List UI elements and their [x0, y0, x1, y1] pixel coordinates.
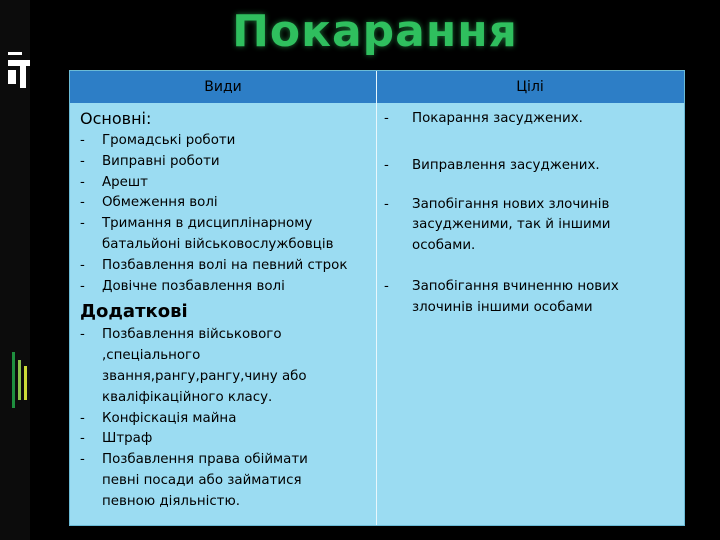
decorative-bars-bottom: [12, 352, 32, 412]
extra-heading: Додаткові: [80, 301, 188, 323]
list-item: - Позбавлення військового ,спеціального звання,рангу,рангу,чину або кваліфікаційного класу.: [80, 325, 330, 408]
list-item: - Довічне позбавлення волі: [80, 277, 372, 298]
list-item: - Конфіскація майна: [80, 409, 330, 430]
list-item: - Штраф: [80, 429, 330, 450]
types-column: [80, 107, 372, 513]
list-item: - Запобігання нових злочинів засудженими, так й іншими особами.: [384, 195, 642, 257]
list-item: - Тримання в дисциплінарному батальйоні військовослужбовців: [80, 214, 372, 256]
main-list: [80, 131, 372, 297]
header-types: Види: [204, 79, 242, 95]
list-item: - Покарання засуджених.: [384, 109, 680, 130]
extra-list: [80, 325, 330, 512]
list-item: - Запобігання вчиненню нових злочинів іншими особами: [384, 277, 652, 319]
list-item: - Виправлення засуджених.: [384, 156, 680, 177]
list-item: - Громадські роботи: [80, 131, 372, 152]
goals-list: [384, 109, 680, 319]
column-divider: [376, 71, 377, 525]
main-heading: Основні:: [80, 109, 152, 128]
punishment-table: [69, 70, 685, 526]
list-item: - Арешт: [80, 173, 372, 194]
slide-title: Покарання: [232, 6, 518, 57]
list-item: - Виправні роботи: [80, 152, 372, 173]
goals-column: [384, 107, 680, 319]
list-item: - Позбавлення права обіймати певні посади або займатися певною діяльністю.: [80, 450, 330, 512]
list-item: - Позбавлення волі на певний строк: [80, 256, 372, 277]
list-item: - Обмеження волі: [80, 193, 372, 214]
header-goals: Цілі: [516, 79, 544, 95]
table-header: [70, 71, 684, 103]
